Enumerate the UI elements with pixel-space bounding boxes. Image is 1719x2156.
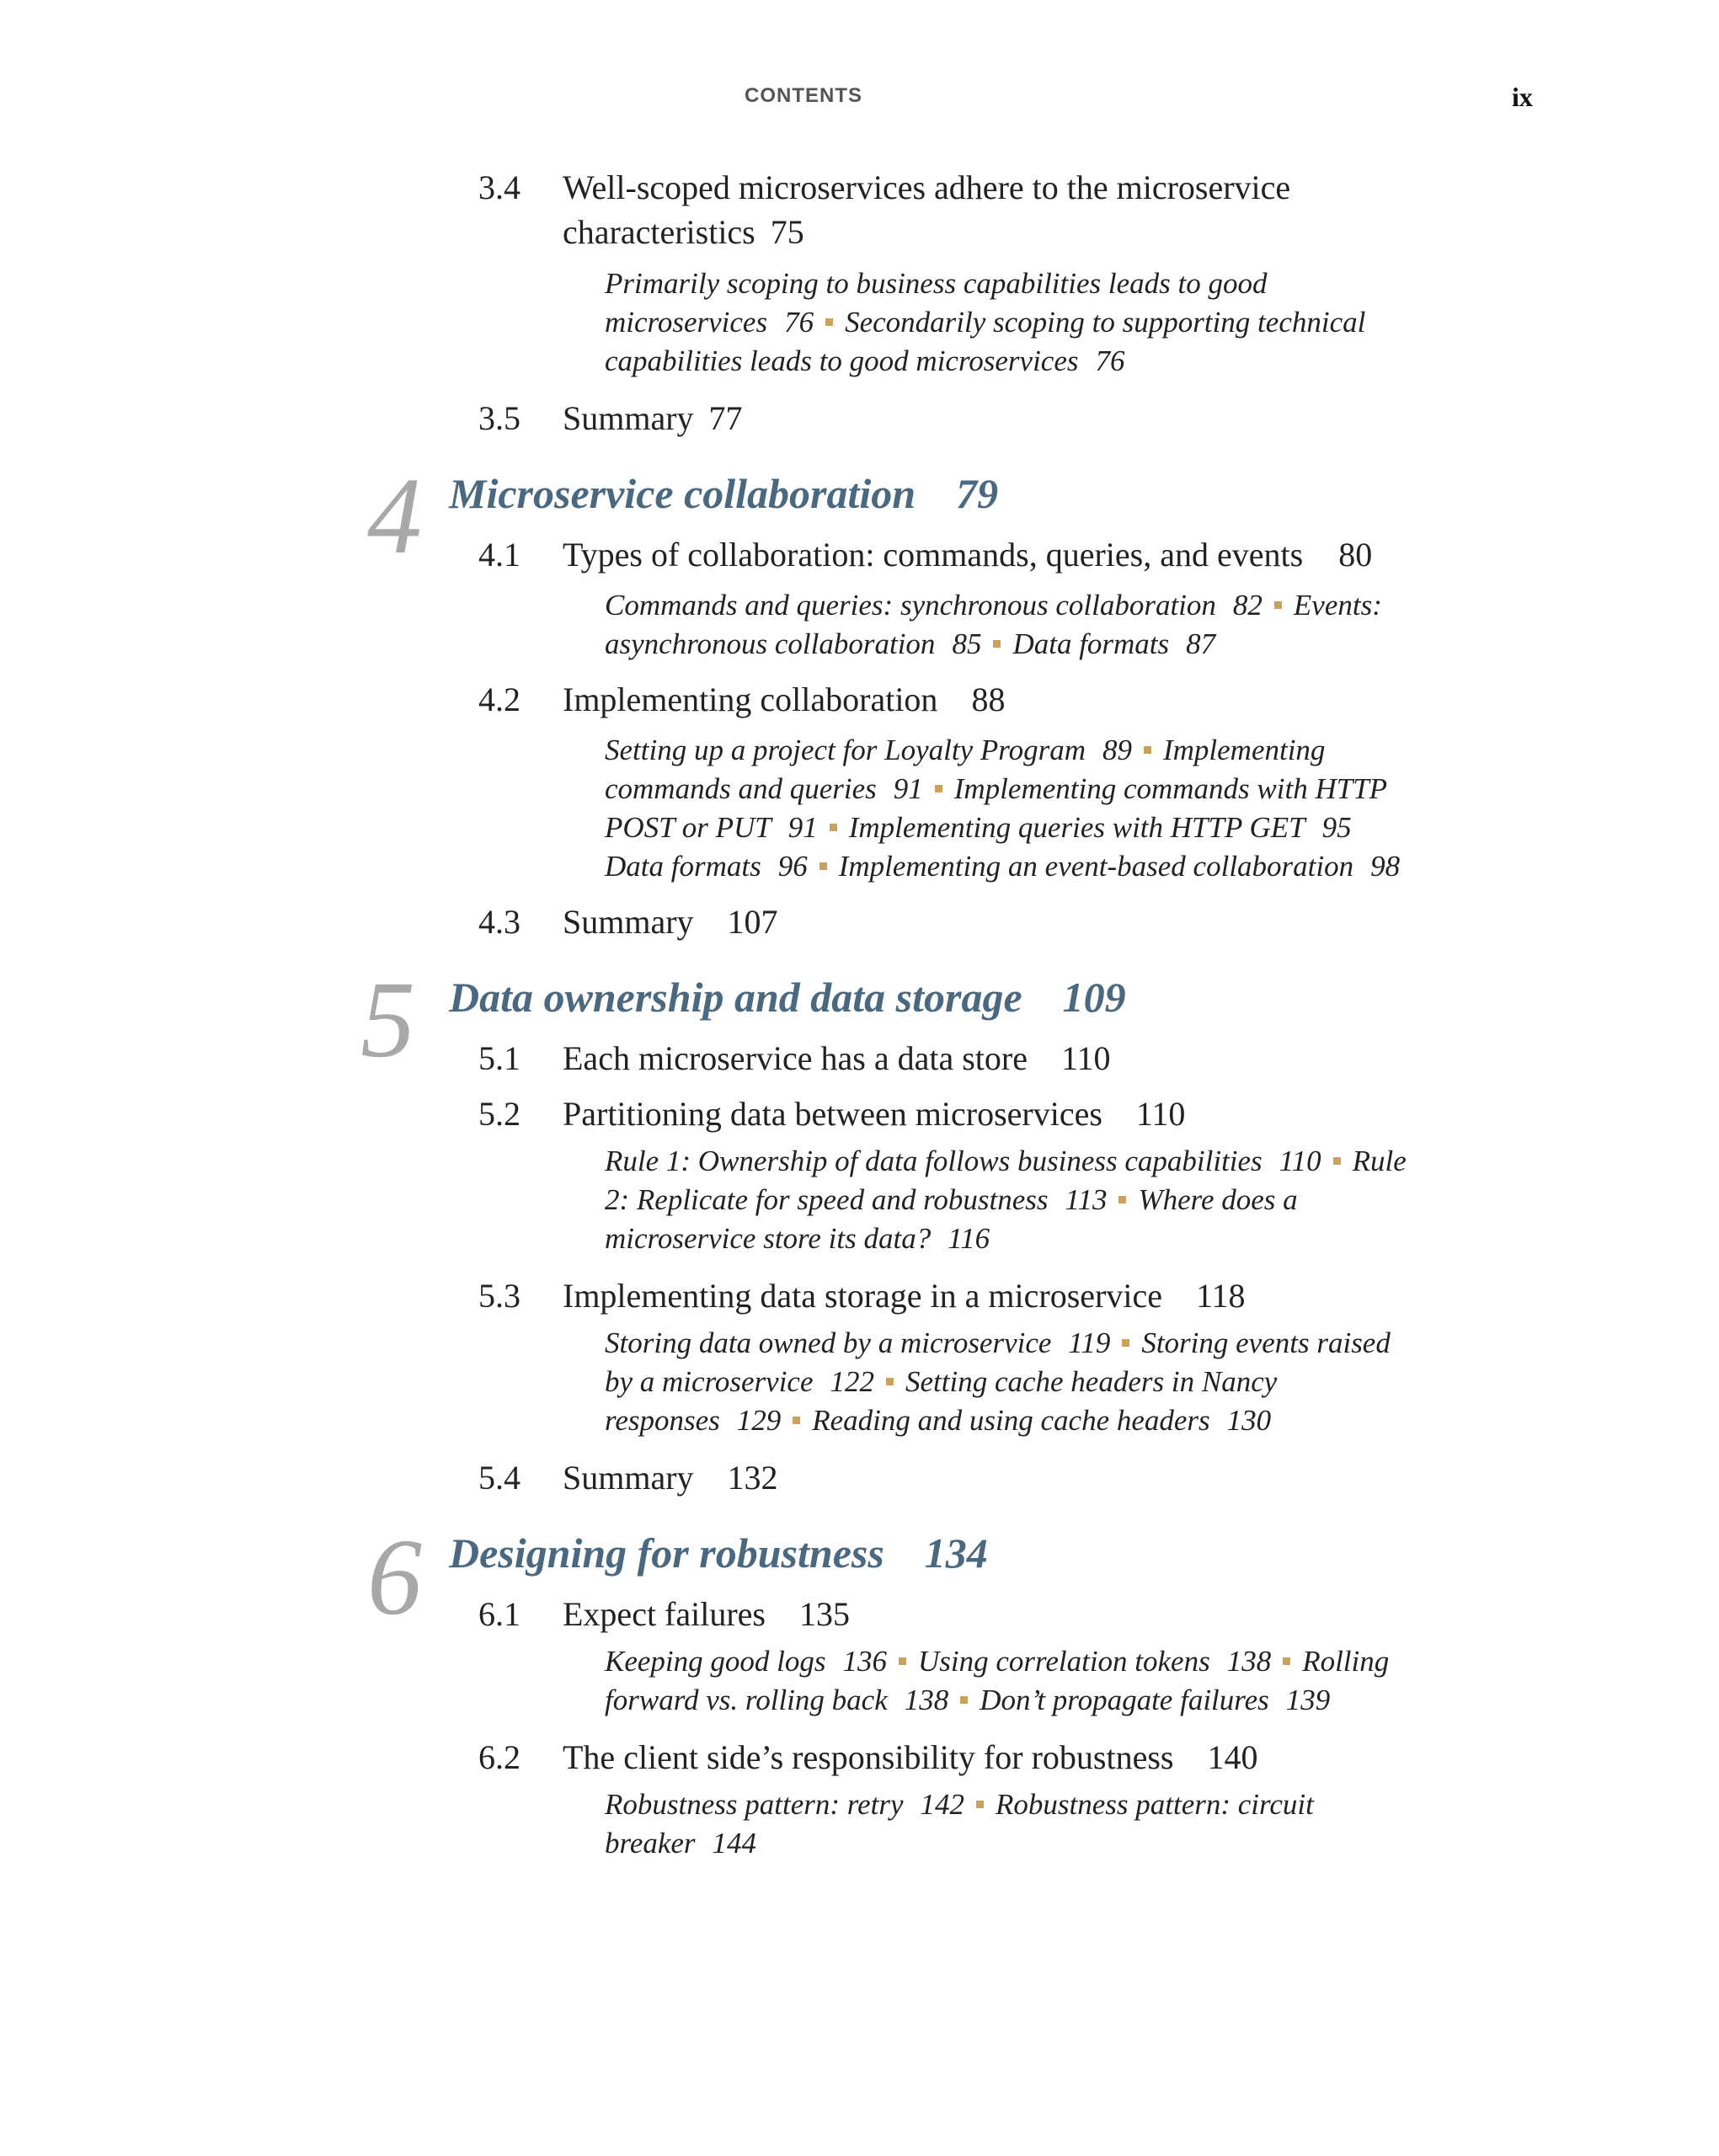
bullet-separator [825, 318, 833, 326]
toc-subsections-3-4 [605, 264, 1497, 381]
subsection-line: microservice store its data? 116 [605, 1222, 990, 1255]
section-title: Expect failures 135 [563, 1595, 850, 1633]
section-number: 5.3 [478, 1277, 521, 1315]
bullet-separator [935, 785, 942, 792]
subsection-line: Primarily scoping to business capabilities leads to good [605, 267, 1268, 300]
subsection-line: Storing data owned by a microservice 119 Storing events raised [605, 1326, 1391, 1359]
subsection-line: Data formats 96 Implementing an event-based collaboration 98 [605, 850, 1401, 883]
toc-subsections-4-2 [605, 731, 1497, 886]
subsection-line: Keeping good logs 136 Using correlation tokens 138 Rolling [605, 1645, 1390, 1678]
bullet-separator [976, 1801, 984, 1808]
subsection-line: 2: Replicate for speed and robustness 113 Where does a [605, 1183, 1298, 1216]
section-number: 3.5 [478, 399, 521, 437]
section-title: Types of collaboration: commands, queries, and events 80 [563, 536, 1373, 574]
bullet-separator [1118, 1196, 1126, 1203]
section-page: 110 [1060, 1039, 1111, 1077]
bullet-separator [886, 1378, 894, 1385]
chapter-page: 109 [1062, 974, 1126, 1021]
bullet-separator [899, 1657, 906, 1665]
section-number: 6.1 [478, 1595, 521, 1633]
section-page: 80 [1338, 536, 1373, 574]
subsection-line: by a microservice 122 Setting cache headers in Nancy [605, 1365, 1278, 1398]
section-title: Summary 77 [563, 399, 743, 437]
bullet-separator [1283, 1657, 1290, 1665]
section-title: The client side’s responsibility for robustness 140 [563, 1738, 1258, 1776]
subsection-line: forward vs. rolling back 138 Don’t propagate failures 139 [605, 1684, 1331, 1716]
chapter-number-4: 4 [367, 456, 422, 577]
section-number: 4.1 [478, 536, 521, 574]
chapter-number-5: 5 [360, 959, 415, 1081]
subsection-line: breaker 144 [605, 1827, 757, 1860]
bullet-separator [960, 1696, 968, 1704]
section-number: 5.4 [478, 1459, 521, 1497]
toc-subsections-6-2 [605, 1785, 1497, 1863]
toc-subsections-6-1 [605, 1642, 1497, 1720]
bullet-separator [819, 862, 827, 870]
section-page: 77 [708, 399, 743, 437]
chapter-page: 134 [924, 1529, 988, 1577]
section-number: 5.1 [478, 1039, 521, 1077]
section-page: 75 [770, 213, 804, 251]
section-title: Implementing data storage in a microservice 118 [563, 1277, 1246, 1315]
section-page: 110 [1135, 1095, 1186, 1133]
subsection-line: commands and queries 91 Implementing commands with HTTP [605, 772, 1388, 805]
section-title: Summary 132 [563, 1459, 778, 1497]
subsection-line: POST or PUT 91 Implementing queries with HTTP GET 95 [605, 811, 1352, 844]
subsection-line: asynchronous collaboration 85 Data formats 87 [605, 627, 1216, 660]
section-page: 132 [727, 1459, 778, 1497]
section-title: Summary 107 [563, 903, 778, 941]
section-title: Each microservice has a data store 110 [563, 1039, 1111, 1077]
section-number: 6.2 [478, 1738, 521, 1776]
subsection-line: microservices 76 Secondarily scoping to supporting technical [605, 306, 1366, 339]
section-page: 140 [1207, 1738, 1258, 1776]
section-title: Implementing collaboration 88 [563, 680, 1006, 718]
toc-subsections-5-2 [605, 1142, 1497, 1258]
chapter-title-5[interactable]: Data ownership and data storage 109 [449, 974, 1126, 1021]
chapter-title-4[interactable]: Microservice collaboration 79 [449, 470, 999, 517]
section-page: 88 [971, 680, 1006, 718]
section-page: 107 [727, 903, 778, 941]
bullet-separator [993, 640, 1001, 648]
toc-subsections-4-1 [605, 586, 1497, 664]
subsection-line: Rule 1: Ownership of data follows business capabilities 110 Rule [605, 1145, 1407, 1177]
section-page: 118 [1195, 1277, 1246, 1315]
bullet-separator [1274, 601, 1282, 609]
subsection-line: Robustness pattern: retry 142 Robustness pattern: circuit [605, 1788, 1314, 1821]
toc-subsections-5-3 [605, 1324, 1497, 1440]
bullet-separator [1333, 1157, 1341, 1165]
subsection-line: Setting up a project for Loyalty Program 89 Implementing [605, 734, 1326, 766]
section-number: 5.2 [478, 1095, 521, 1133]
bullet-separator [1122, 1339, 1129, 1347]
section-number: 3.4 [478, 168, 521, 206]
page-number: ix [1512, 82, 1533, 112]
subsection-line: responses 129 Reading and using cache headers 130 [605, 1404, 1272, 1437]
section-title: Partitioning data between microservices 110 [563, 1095, 1186, 1133]
subsection-line: capabilities leads to good microservices 76 [605, 344, 1125, 377]
bullet-separator [830, 824, 837, 831]
running-head: CONTENTS [745, 84, 862, 107]
section-number: 4.2 [478, 680, 521, 718]
chapter-title-6[interactable]: Designing for robustness 134 [449, 1529, 988, 1577]
chapter-number-6: 6 [367, 1517, 422, 1638]
section-title: Well-scoped microservices adhere to the microservice characteristics 75 [563, 168, 1291, 251]
chapter-page: 79 [956, 470, 999, 517]
subsection-line: Commands and queries: synchronous collaboration 82 Events: [605, 589, 1382, 622]
bullet-separator [1144, 746, 1151, 754]
section-number: 4.3 [478, 903, 521, 941]
section-page: 135 [799, 1595, 850, 1633]
bullet-separator [793, 1417, 800, 1424]
